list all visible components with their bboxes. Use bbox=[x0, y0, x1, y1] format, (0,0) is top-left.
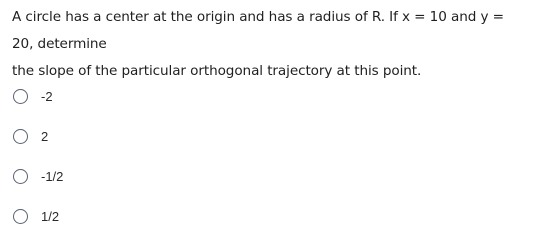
option-label: 1/2 bbox=[41, 208, 60, 224]
option-1[interactable] bbox=[13, 76, 313, 116]
radio-button[interactable] bbox=[13, 209, 28, 224]
option-2[interactable] bbox=[13, 116, 313, 156]
option-label: -2 bbox=[41, 88, 53, 104]
question-text bbox=[12, 4, 528, 85]
question-line-1: A circle has a center at the origin and has a radius of R. If x = 10 and y = 20, determine bbox=[12, 9, 504, 52]
option-4[interactable] bbox=[13, 196, 313, 236]
option-3[interactable] bbox=[13, 156, 313, 196]
option-label: 2 bbox=[41, 128, 49, 144]
radio-button[interactable] bbox=[13, 89, 28, 104]
answer-options bbox=[13, 76, 313, 236]
question-line-2: the slope of the particular orthogonal trajectory at this point. bbox=[12, 63, 422, 79]
radio-button[interactable] bbox=[13, 169, 28, 184]
radio-button[interactable] bbox=[13, 129, 28, 144]
option-label: -1/2 bbox=[41, 168, 64, 184]
